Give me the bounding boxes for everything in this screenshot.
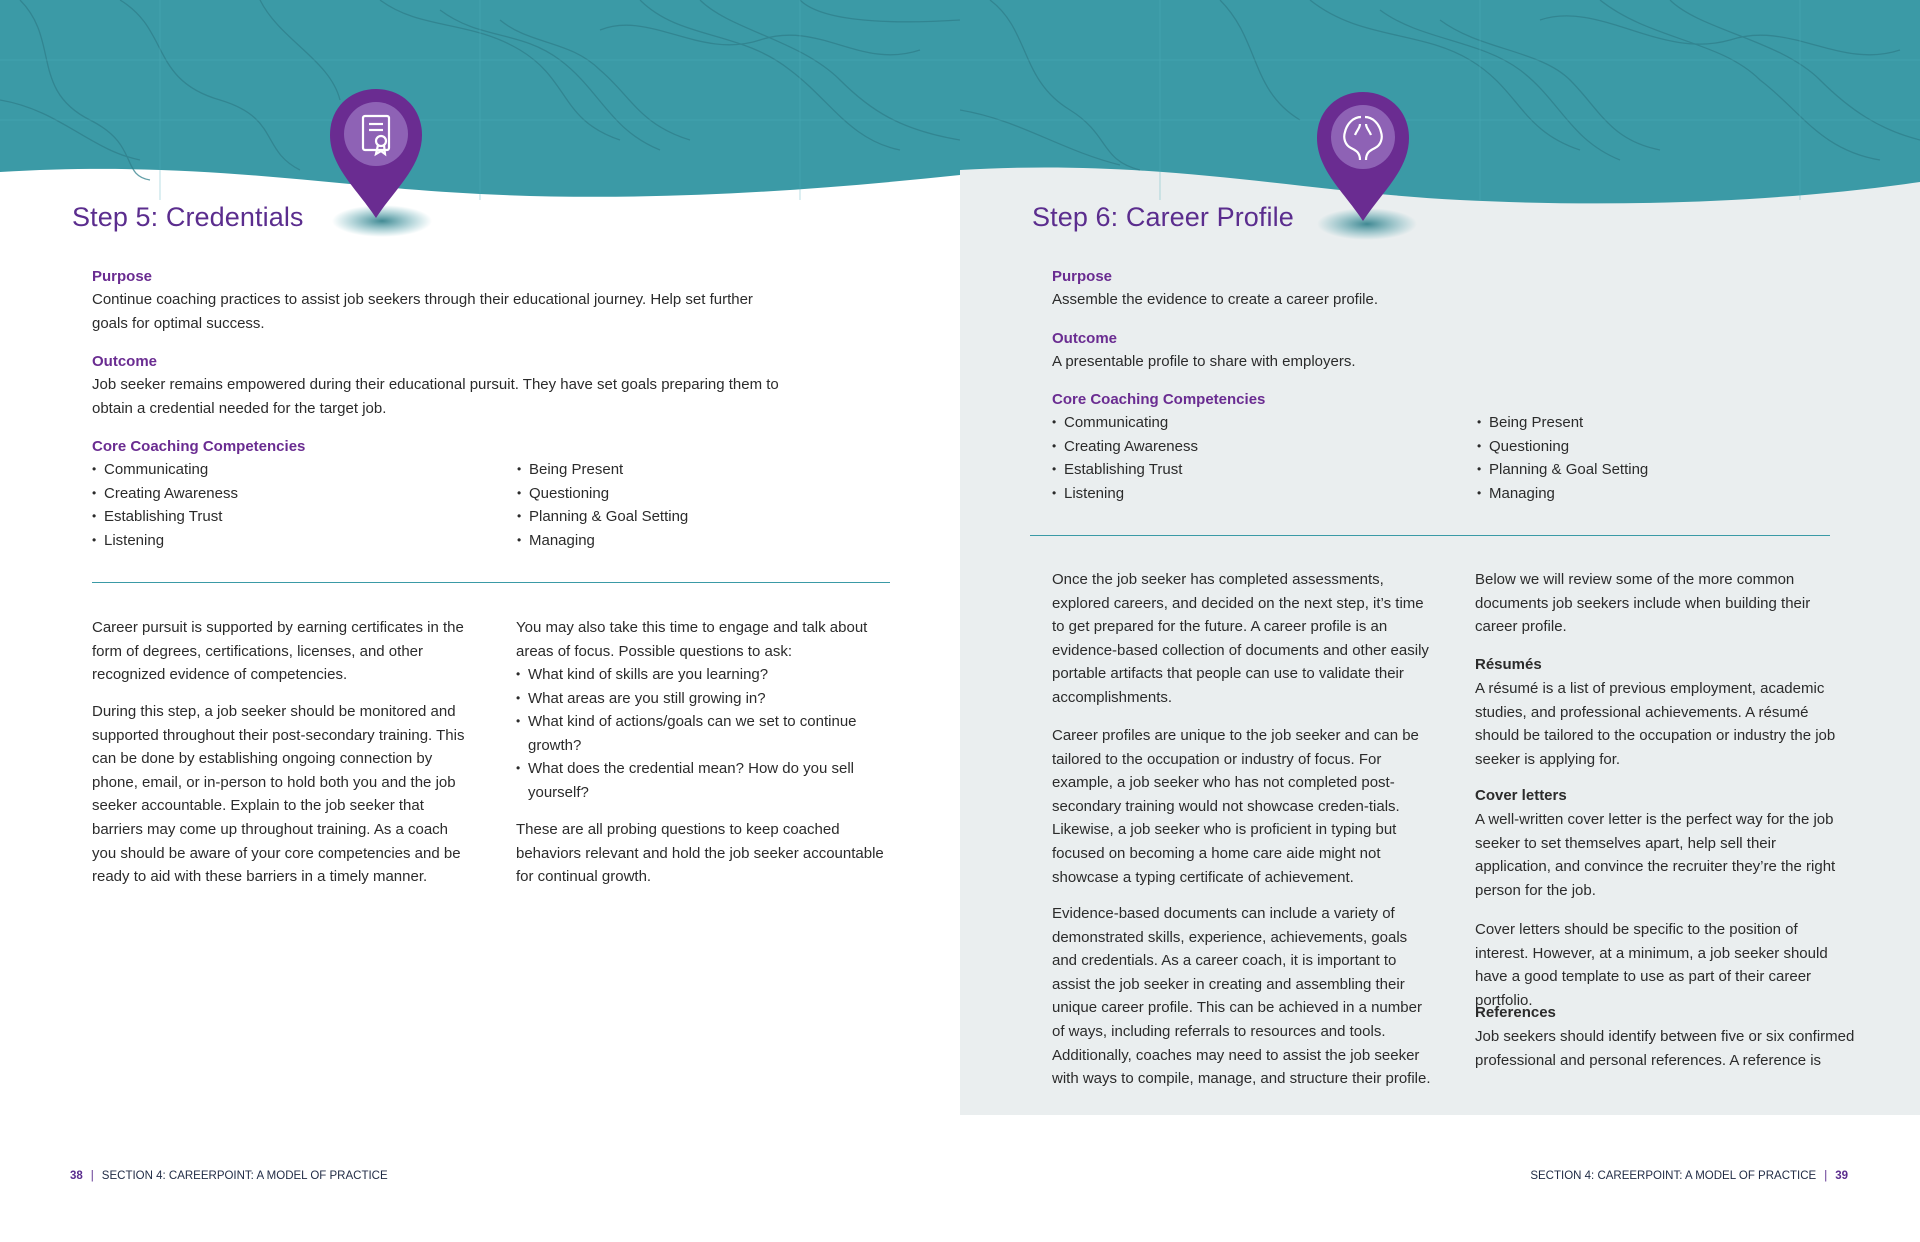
list-item: • Being Present xyxy=(517,458,897,482)
competencies-list-col2 xyxy=(517,458,897,552)
list-item: • What areas are you still growing in? xyxy=(516,687,886,711)
list-item: • Questioning xyxy=(517,482,897,506)
purpose-label: Purpose xyxy=(1052,268,1113,285)
body-paragraph: Evidence-based documents can include a variety of demonstrated skills, experience, achievements, goals and credentials. As a career coach, it is important to assist the job seeker in creating and assembling their unique career profile. This can be achieved in a number of ways, including referrals to resources and tools. Additionally, coaches may need to assist the job seeker with ways to compile, manage, and structure their profile. xyxy=(1052,905,1431,1088)
credential-certificate-icon xyxy=(318,85,438,245)
section-name: SECTION 4: CAREERPOINT: A MODEL OF PRACTICE xyxy=(1530,1170,1817,1182)
body-paragraph: Career pursuit is supported by earning certificates in the form of degrees, certifications, licenses, and other recognized evidence of competencies. xyxy=(92,619,464,684)
competencies-list-col1 xyxy=(1052,411,1432,505)
list-item: • Listening xyxy=(1052,482,1432,506)
purpose-text: Continue coaching practices to assist job seekers through their educational journey. Help set further goals for optimal success. xyxy=(92,291,753,332)
list-item: • Creating Awareness xyxy=(1052,435,1432,459)
right-page xyxy=(960,0,1920,1242)
competencies-label: Core Coaching Competencies xyxy=(92,438,306,455)
page-title: Step 6: Career Profile xyxy=(1032,202,1294,232)
list-item: • Listening xyxy=(92,529,472,553)
list-item: • Planning & Goal Setting xyxy=(517,505,897,529)
section-divider xyxy=(92,582,890,583)
list-item: • What kind of actions/goals can we set to continue growth? xyxy=(516,710,886,757)
section-divider xyxy=(1030,535,1830,536)
cover-letters-text: A well-written cover letter is the perfect way for the job seeker to set themselves apart, help sell their application, and convince the recruiter they’re the right person for the job. xyxy=(1475,811,1836,899)
page-title: Step 5: Credentials xyxy=(72,202,304,232)
page-footer: SECTION 4: CAREERPOINT: A MODEL OF PRACTICE | 39 xyxy=(1530,1170,1848,1182)
resumes-heading: Résumés xyxy=(1475,656,1542,673)
resumes-text: A résumé is a list of previous employment, academic studies, and professional achievements. A résumé should be tailored to the occupation or industry the job seeker is applying for. xyxy=(1475,680,1836,768)
body-paragraph: You may also take this time to engage and talk about areas of focus. Possible questions to ask: xyxy=(516,619,868,660)
outcome-label: Outcome xyxy=(92,353,158,370)
list-item: • Being Present xyxy=(1477,411,1857,435)
list-item: • Establishing Trust xyxy=(1052,458,1432,482)
list-item: • Managing xyxy=(517,529,897,553)
list-item: • Establishing Trust xyxy=(92,505,472,529)
list-item: • What kind of skills are you learning? xyxy=(516,663,886,687)
outcome-text: A presentable profile to share with employers. xyxy=(1052,353,1356,370)
list-item: • Communicating xyxy=(1052,411,1432,435)
body-paragraph: During this step, a job seeker should be monitored and supported throughout their post-secondary training. This can be done by establishing ongoing connection by phone, email, or in-person to hold both you and the job seeker accountable. Explain to the job seeker that barriers may come up throughout training. As a coach you should be aware of your core competencies and be ready to aid with these barriers in a timely manner. xyxy=(92,703,465,886)
section-name: SECTION 4: CAREERPOINT: A MODEL OF PRACTICE xyxy=(101,1170,388,1182)
body-paragraph: Below we will review some of the more common documents job seekers include when building their career profile. xyxy=(1475,571,1811,636)
topographic-banner xyxy=(960,0,1920,215)
list-item: • What does the credential mean? How do you sell yourself? xyxy=(516,757,886,804)
body-paragraph: Career profiles are unique to the job seeker and can be tailored to the occupation or industry of focus. For example, a job seeker who has not completed post-secondary training would not showcase creden-tials. Likewise, a job seeker who is proficient in typing but focused on becoming a home care aide might not showcase a typing certificate of achievement. xyxy=(1052,727,1419,886)
body-paragraph: Once the job seeker has completed assessments, explored careers, and decided on the next step, it’s time to get prepared for the future. A career profile is an evidence-based collection of documents and other easily portable artifacts that people can use to validate their accomplishments. xyxy=(1052,571,1429,706)
questions-list xyxy=(516,663,886,805)
page-number: 38 xyxy=(70,1170,83,1182)
competencies-list-col1 xyxy=(92,458,472,552)
cover-letters-text: Cover letters should be specific to the position of interest. However, at a minimum, a job seeker should have a good template to use as part of their career portfolio. xyxy=(1475,921,1828,1009)
references-heading: References xyxy=(1475,1004,1556,1021)
competencies-list-col2 xyxy=(1477,411,1857,505)
list-item: • Questioning xyxy=(1477,435,1857,459)
competencies-label: Core Coaching Competencies xyxy=(1052,391,1266,408)
cover-letters-heading: Cover letters xyxy=(1475,787,1567,804)
list-item: • Managing xyxy=(1477,482,1857,506)
page-number: 39 xyxy=(1835,1170,1848,1182)
outcome-text: Job seeker remains empowered during their educational pursuit. They have set goals preparing them to obtain a credential needed for the target job. xyxy=(92,376,779,417)
purpose-text: Assemble the evidence to create a career profile. xyxy=(1052,291,1379,308)
topographic-banner xyxy=(0,0,960,210)
page-footer: 38 | SECTION 4: CAREERPOINT: A MODEL OF PRACTICE xyxy=(70,1170,388,1182)
outcome-label: Outcome xyxy=(1052,330,1118,347)
purpose-label: Purpose xyxy=(92,268,153,285)
references-text: Job seekers should identify between five or six confirmed professional and personal references. A reference is xyxy=(1475,1028,1855,1069)
list-item: • Communicating xyxy=(92,458,472,482)
list-item: • Creating Awareness xyxy=(92,482,472,506)
two-heads-profile-icon xyxy=(1307,90,1427,250)
list-item: • Planning & Goal Setting xyxy=(1477,458,1857,482)
body-paragraph: These are all probing questions to keep coached behaviors relevant and hold the job seeker accountable for continual growth. xyxy=(516,821,884,886)
